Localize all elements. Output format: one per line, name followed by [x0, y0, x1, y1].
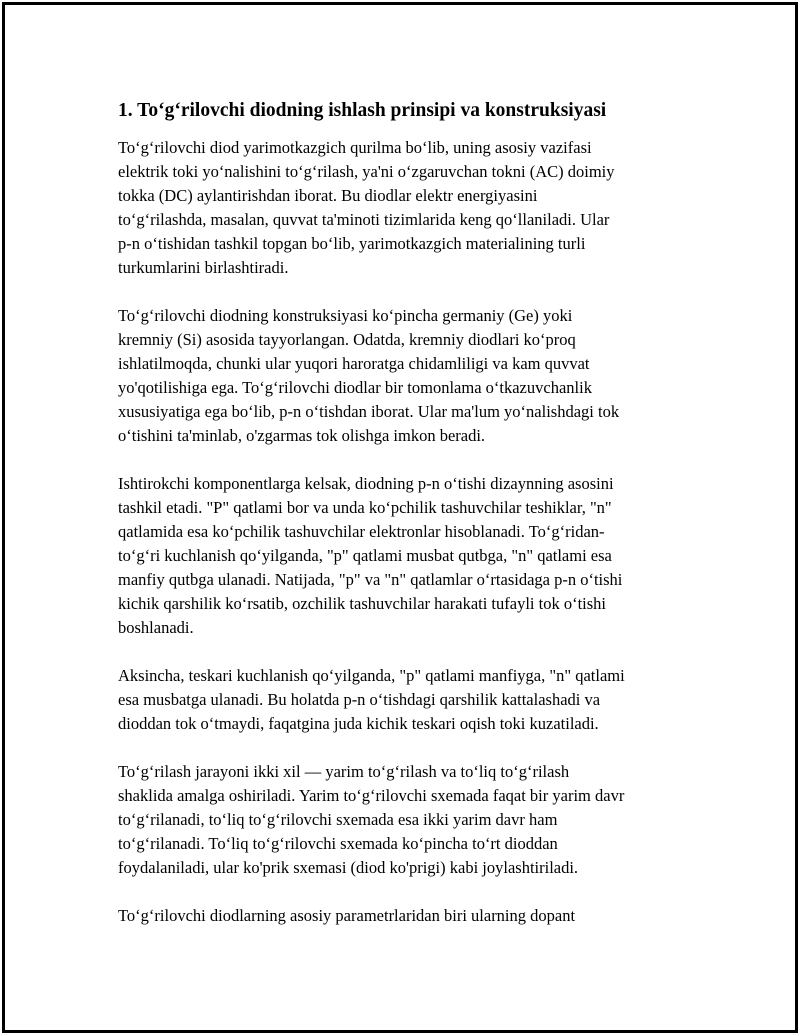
page-frame	[2, 2, 798, 1033]
text-line: foydalaniladi, ular ko'prik sxemasi (diod ko'prigi) kabi joylashtiriladi.	[118, 858, 579, 877]
text-line: To‘g‘rilovchi diodlarning asosiy parametrlaridan biri ularning dopant	[118, 906, 576, 925]
text-line: turkumlarini birlashtiradi.	[118, 258, 289, 277]
text-line: boshlanadi.	[118, 618, 194, 637]
text-line: tashkil etadi. "P" qatlami bor va unda ko‘pchilik tashuvchilar teshiklar, "n"	[118, 498, 612, 517]
text-line: elektrik toki yo‘nalishini to‘g‘rilash, ya'ni o‘zgaruvchan tokni (AC) doimiy	[118, 162, 615, 181]
text-line: to‘g‘rilanadi, to‘liq to‘g‘rilovchi sxemada esa ikki yarim davr ham	[118, 810, 558, 829]
text-line: ishlatilmoqda, chunki ular yuqori haroratga chidamliligi va kam quvvat	[118, 354, 590, 373]
text-line: To‘g‘rilovchi diodning konstruksiyasi ko‘pincha germaniy (Ge) yoki	[118, 306, 573, 325]
text-line: to‘g‘rilashda, masalan, quvvat ta'minoti tizimlarida keng qo‘llaniladi. Ular	[118, 210, 610, 229]
text-line: to‘g‘ri kuchlanish qo‘yilganda, "p" qatlami musbat qutbga, "n" qatlami esa	[118, 546, 612, 565]
text-line: yo'qotilishiga ega. To‘g‘rilovchi diodlar bir tomonlama o‘tkazuvchanlik	[118, 378, 592, 397]
text-line: To‘g‘rilovchi diod yarimotkazgich qurilma bo‘lib, uning asosiy vazifasi	[118, 138, 592, 157]
paragraph	[118, 304, 698, 448]
document-body	[118, 98, 698, 952]
text-line: p-n o‘tishidan tashkil topgan bo‘lib, yarimotkazgich materialining turli	[118, 234, 586, 253]
text-line: manfiy qutbga ulanadi. Natijada, "p" va "n" qatlamlar o‘rtasidaga p-n o‘tishi	[118, 570, 623, 589]
text-line: To‘g‘rilash jarayoni ikki xil — yarim to‘g‘rilash va to‘liq to‘g‘rilash	[118, 762, 570, 781]
paragraph	[118, 472, 698, 640]
text-line: dioddan tok o‘tmaydi, faqatgina juda kichik teskari oqish toki kuzatiladi.	[118, 714, 599, 733]
text-line: qatlamida esa ko‘pchilik tashuvchilar elektronlar hisoblanadi. To‘g‘ridan-	[118, 522, 605, 541]
text-line: o‘tishini ta'minlab, o'zgarmas tok olishga imkon beradi.	[118, 426, 486, 445]
text-line: esa musbatga ulanadi. Bu holatda p-n o‘tishdagi qarshilik kattalashadi va	[118, 690, 601, 709]
paragraph	[118, 904, 698, 928]
text-line: tokka (DC) aylantirishdan iborat. Bu diodlar elektr energiyasini	[118, 186, 538, 205]
text-line: kremniy (Si) asosida tayyorlangan. Odatda, kremniy diodlari ko‘proq	[118, 330, 576, 349]
text-line: xususiyatiga ega bo‘lib, p-n o‘tishdan iborat. Ular ma'lum yo‘nalishdagi tok	[118, 402, 620, 421]
document-title: 1. To‘g‘rilovchi diodning ishlash prinsipi va konstruksiyasi	[118, 100, 607, 121]
text-line: Ishtirokchi komponentlarga kelsak, diodning p-n o‘tishi dizaynning asosini	[118, 474, 614, 493]
paragraph	[118, 760, 698, 880]
paragraph	[118, 136, 698, 280]
text-line: Aksincha, teskari kuchlanish qo‘yilganda, "p" qatlami manfiyga, "n" qatlami	[118, 666, 625, 685]
text-line: shaklida amalga oshiriladi. Yarim to‘g‘rilovchi sxemada faqat bir yarim davr	[118, 786, 625, 805]
text-line: kichik qarshilik ko‘rsatib, ozchilik tashuvchilar harakati tufayli tok o‘tishi	[118, 594, 607, 613]
paragraph	[118, 664, 698, 736]
text-line: to‘g‘rilanadi. To‘liq to‘g‘rilovchi sxemada ko‘pincha to‘rt dioddan	[118, 834, 558, 853]
